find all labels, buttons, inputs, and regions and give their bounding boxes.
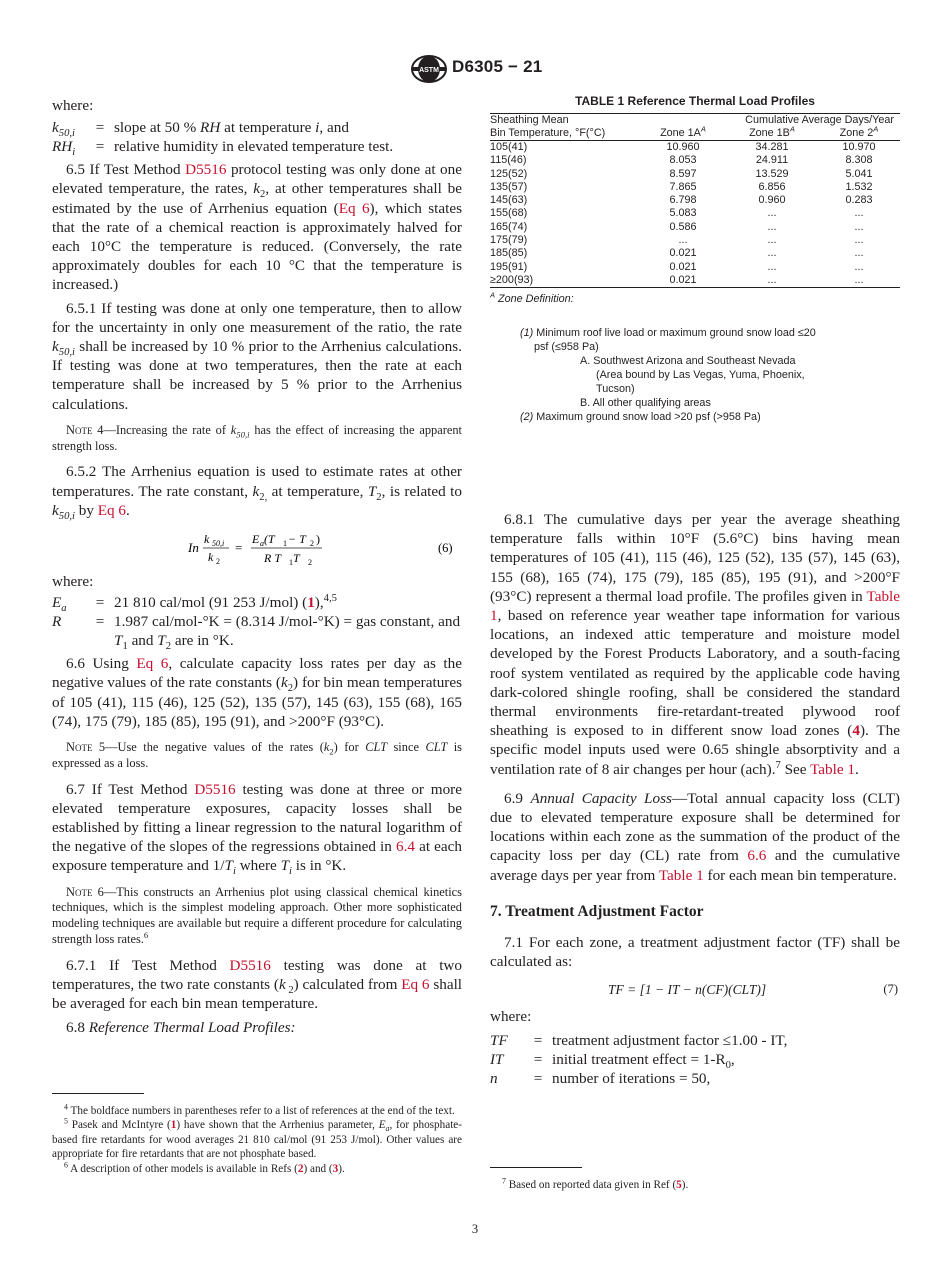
page-number: 3 <box>471 1222 479 1236</box>
paragraph-6-9: 6.9 Annual Capacity Loss—Total annual capacity loss (CLT) due to elevated temperature exposure shall be determined for locations within each zone as the summation of the product of the capacity loss per day (CL) rate from 6.6 and the cumulative average days per year from Table 1 for each mean bin temperature. <box>490 789 900 884</box>
svg-text:(T: (T <box>264 532 275 547</box>
table-cell: ≥200(93) <box>490 274 640 288</box>
table-cell: 6.856 <box>758 180 786 193</box>
where-label: where: <box>52 97 94 114</box>
svg-text:2: 2 <box>310 539 314 549</box>
table-cell: 8.597 <box>669 167 697 180</box>
svg-text:E: E <box>252 532 260 547</box>
table-cell: ... <box>767 207 777 220</box>
svg-text:− T: − T <box>288 532 306 547</box>
table-1-link[interactable]: Table 1 <box>490 587 900 625</box>
table-cell: 145(63) <box>490 194 528 207</box>
section-7-heading: 7. Treatment Adjustment Factor <box>490 902 704 920</box>
eq6-link[interactable]: Eq 6 <box>401 976 430 994</box>
table-cell: 115(46) <box>490 154 527 167</box>
table-row <box>490 207 900 220</box>
paragraph-6-7: 6.7 If Test Method D5516 testing was done at three or more elevated temperature exposures, capacity losses shall be established by fitting a linear regression to the natural logarithm of the negative of the slopes of the regressions obtained in 6.4 at each exposure temperature and $1/T_i$ where $T_i$ is in °K. <box>52 780 462 878</box>
table-body <box>490 141 900 288</box>
definition-row: $T_1$ and $T_2$ are in °K. <box>114 632 234 653</box>
table-cell: 185(85) <box>490 247 528 260</box>
table-1-link[interactable]: Table 1 <box>810 760 855 778</box>
paragraph-6-5-2: 6.5.2 The Arrhenius equation is used to estimate rates at other temperatures. The rate constant, $k_{2,}$ at temperature, $T_2$, is related to $k_{50,i}$ by Eq 6. <box>52 463 462 522</box>
svg-text:ASTM: ASTM <box>419 67 439 74</box>
svg-text:k: k <box>208 550 214 565</box>
footnote-4: $^4$ The boldface numbers in parentheses refer to a list of references at the end of the text. <box>64 1102 455 1117</box>
table-cell: ... <box>854 207 864 220</box>
table-cell: ... <box>678 234 688 247</box>
definition-row: $E_a$ = 21 810 cal/mol (91 253 J/mol) (1),$^{4,5}$ <box>52 593 337 615</box>
svg-text:1: 1 <box>283 539 287 549</box>
table-cell: 34.281 <box>755 141 789 153</box>
table-cell: ... <box>818 274 900 288</box>
table-row <box>490 154 900 167</box>
paragraph-6-7-1: 6.7.1 If Test Method D5516 testing was done at two temperatures, the two rate constants (k $_2$) calculated from Eq 6 shall be averaged for each bin mean temperature. <box>52 956 463 1013</box>
table-cell: 6.798 <box>669 194 697 207</box>
svg-text:In: In <box>188 540 199 556</box>
table-row <box>490 274 900 288</box>
definition-row: $RH_i$ = relative humidity in elevated temperature test. <box>52 138 394 159</box>
column-header: Sheathing Mean <box>490 114 640 128</box>
table-title: TABLE 1 Reference Thermal Load Profiles <box>575 94 815 108</box>
ref-3-link[interactable]: 3 <box>332 1162 339 1175</box>
table-row <box>490 181 900 194</box>
ref-2-link[interactable]: 2 <box>297 1162 304 1175</box>
table-cell: 125(52) <box>490 167 528 180</box>
table-cell: 8.053 <box>669 154 697 167</box>
d5516-link[interactable]: D5516 <box>229 956 271 974</box>
note-6: Note 6—This constructs an Arrhenius plot using classical chemical kinetics techniques, which is the simplest modeling approach. Other more sophisticated modeling techniques are available but require a different procedure for calculating strength loss rates.$^6$ <box>52 884 462 947</box>
note-4: Note 4—Increasing the rate of $k_{50,i}$ has the effect of increasing the apparent strength loss. <box>52 422 462 453</box>
footnote-rule <box>52 1093 144 1094</box>
section-6-6-link[interactable]: 6.6 <box>747 847 767 865</box>
table-cell: 155(68) <box>490 207 528 220</box>
table-cell: ... <box>767 234 777 247</box>
eq6-link[interactable]: Eq 6 <box>136 655 169 673</box>
table-1-block <box>490 94 900 424</box>
section-6-4-link[interactable]: 6.4 <box>396 838 415 856</box>
svg-text:k: k <box>204 532 210 547</box>
svg-text:(6): (6) <box>438 541 453 556</box>
table-cell: 0.960 <box>758 194 786 207</box>
definition-row: TF = treatment adjustment factor ≤1.00 - IT, <box>490 1032 788 1050</box>
table-cell: ... <box>854 220 864 233</box>
definition-list <box>490 1031 900 1088</box>
zone-definition: $^A$ Zone Definition: (1) Minimum roof live load or maximum ground snow load ≤20 psf (≤958 Pa) A. Southwest Arizona and Southeast Nevada (Area bound by Las Vegas, Yuma, Phoenix, Tucson) B. All other qualifying areas (2) Maximum ground snow load >20 psf (>958 Pa) <box>490 290 816 424</box>
table-cell: ... <box>767 260 777 273</box>
column-header: Zone $1B^A$ <box>726 127 818 141</box>
table-cell: 10.970 <box>842 141 876 153</box>
ref-1-link[interactable]: 1 <box>307 594 315 612</box>
paragraph-6-5: 6.5 If Test Method D5516 protocol testing was only done at one elevated temperature, the rates, $k_2$, at other temperatures shall be estimated by the use of Arrhenius equation (Eq 6), which states that the rate of a chemical reaction is approximately halved for each 10°C the temperature is reduced. (Conversely, the rate approximately doubles for each 10 °C that the temperature is increased.) <box>52 161 463 294</box>
document-id: D6305 − 21 <box>452 57 543 76</box>
note-5: Note 5—Use the negative values of the rates $(k_2)$ for CLT since CLT is expressed as a loss. <box>52 740 462 770</box>
column-header: Zone $1A^A$ <box>640 127 726 141</box>
left-footnotes <box>52 1093 462 1176</box>
ref-5-link[interactable]: 5 <box>676 1179 682 1191</box>
definition-row: n = number of iterations = 50, <box>490 1070 711 1088</box>
footnote-7: $^7$ Based on reported data given in Ref (5). <box>502 1176 689 1191</box>
paragraph-6-5-1: 6.5.1 If testing was done at only one temperature, then to allow for the uncertainty in only one measurement of the ratio, the rate $k_{50,i}$ shall be increased by 10 % prior to the Arrhenius calculations. If testing was done at two temperatures, then the rate at each temperature shall be increased by 5 % prior to the Arrhenius calculations. <box>52 299 462 413</box>
definition-list <box>52 118 462 159</box>
paragraph-6-6: 6.6 Using Eq 6, calculate capacity loss rates per day as the negative values of the rate constants $(k_2)$ for bin mean temperatures of 105 (41), 115 (46), 125 (52), 135 (57), 145 (63), 155 (68), 165 (74), 175 (79), 185 (85), 195 (91), and >200°F (93°C). <box>52 655 462 730</box>
right-footnotes <box>490 1167 900 1192</box>
footnote-5: $^5$ Pasek and McIntyre (1) have shown that the Arrhenius parameter, $E_a$, for phosphate-based fire retardants for wood averages 21 810 cal/mol (91 253 J/mol). Other values are appropriate for fire retardants that are not phosphate based. <box>52 1116 462 1161</box>
definition-list <box>52 593 462 653</box>
definition-row: R = 1.987 cal/mol-°K = (8.314 J/mol-°K) = gas constant, and <box>52 613 461 631</box>
table-cell: 10.960 <box>666 141 700 153</box>
table-cell: ... <box>767 247 777 260</box>
table-cell: 0.283 <box>845 194 873 207</box>
table-row <box>490 247 900 260</box>
eq6-link[interactable]: Eq 6 <box>97 501 127 519</box>
paragraph-7-1: 7.1 For each zone, a treatment adjustment factor (TF) shall be calculated as: <box>490 933 900 971</box>
table-cell: 165(74) <box>490 220 528 233</box>
table-row <box>490 221 900 234</box>
table-cell: 0.021 <box>669 247 697 260</box>
ref-4-link[interactable]: 4 <box>852 722 860 740</box>
table-cell: ... <box>854 260 864 273</box>
table-1-link[interactable]: Table 1 <box>658 866 704 884</box>
table-row <box>490 141 900 155</box>
d5516-link[interactable]: D5516 <box>194 780 236 798</box>
svg-text:a: a <box>260 539 264 549</box>
eq6-link[interactable]: Eq 6 <box>338 199 370 217</box>
column-header: Bin Temperature, °F(°C) <box>490 127 640 141</box>
table-cell: 0.021 <box>640 274 726 288</box>
svg-text:): ) <box>316 532 320 547</box>
table-row <box>490 168 900 181</box>
astm-logo <box>410 54 448 84</box>
thermal-load-table <box>490 113 900 288</box>
table-cell: 175(79) <box>490 234 528 247</box>
table-cell: 24.911 <box>755 154 789 167</box>
column-header: Zone $2^A$ <box>818 127 900 141</box>
table-cell: ... <box>726 274 818 288</box>
svg-text:R T: R T <box>264 551 282 566</box>
table-cell: 13.529 <box>755 167 789 180</box>
table-cell: 195(91) <box>490 260 528 273</box>
where-label: where: <box>490 1008 532 1026</box>
right-column <box>490 510 900 1088</box>
table-cell: 0.586 <box>669 220 697 233</box>
table-cell: 5.041 <box>845 167 873 180</box>
equation-6-graphic <box>52 528 462 568</box>
definition-row: $k_{50,i}$ = slope at 50 % RH at temperature i, and <box>52 119 349 140</box>
column-header: Cumulative Average Days/Year <box>726 114 900 128</box>
svg-text:2: 2 <box>308 558 312 568</box>
d5516-link[interactable]: D5516 <box>185 161 227 179</box>
paragraph-6-8: 6.8 Reference Thermal Load Profiles: <box>66 1019 296 1037</box>
table-row <box>490 194 900 207</box>
table-cell: 105(41) <box>490 141 528 153</box>
ref-1-link[interactable]: 1 <box>170 1119 177 1132</box>
table-row <box>490 261 900 274</box>
table-cell: 7.865 <box>669 180 697 193</box>
table-cell: ... <box>854 234 864 247</box>
table-cell: ... <box>854 247 864 260</box>
svg-text:1: 1 <box>289 558 293 568</box>
equation-6 <box>52 528 462 568</box>
paragraph-6-8-1: 6.8.1 The cumulative days per year the average sheathing temperature falls within 10°F (5.6°C) bins having mean temperatures of 105 (41), 115 (46), 125 (52), 135 (57), 145 (63), 155 (68), 165 (74), 175 (79), 185 (85), 195 (91), and >200°F (93°C) represent a thermal load profile. The profiles given in Table 1, based on reference year weather tape information for various locations, an indexed attic temperature and moisture model developed by the Forest Products Laboratory, and a south-facing roof system ventilated as required by the applicable code having dark-colored shingle roofing, shall be considered the standard thermal environments fire-retardant-treated plywood roof sheathing is exposed to in different snow load zones (4). The specific model inputs used were 0.65 shingle absorptivity and a ventilation rate of 8 air changes per hour (ach).$^7$ See Table 1. <box>490 511 900 778</box>
table-cell: 5.083 <box>669 207 697 220</box>
definition-row: IT = initial treatment effect = $1-R_0$, <box>490 1051 735 1072</box>
where-label: where: <box>52 573 94 591</box>
svg-text:T: T <box>293 551 300 566</box>
equation-7: TF = [1 − IT − n(CF)(CLT)] (7) <box>608 982 898 998</box>
table-row <box>490 234 900 247</box>
svg-text:=: = <box>235 540 243 556</box>
left-column <box>52 92 462 1038</box>
svg-text:50,i: 50,i <box>212 539 225 549</box>
footnote-6: $^6$ A description of other models is available in Refs (2) and (3). <box>64 1159 345 1175</box>
table-cell: 8.308 <box>845 154 873 167</box>
table-cell: 1.532 <box>845 180 873 193</box>
svg-text:2: 2 <box>216 557 220 567</box>
table-cell: 135(57) <box>490 180 528 193</box>
table-cell: ... <box>767 220 777 233</box>
table-cell: 0.021 <box>669 260 697 273</box>
footnote-rule <box>490 1167 582 1168</box>
